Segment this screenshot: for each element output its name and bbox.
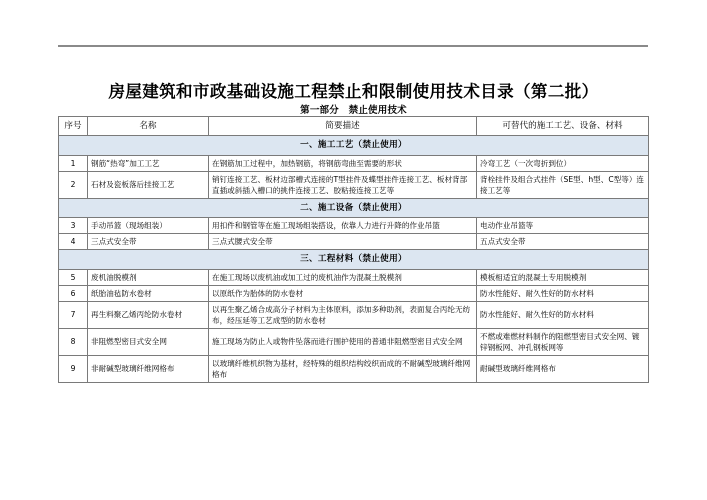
cell-desc: 在钢筋加工过程中，加热钢筋，将钢筋弯曲至需要的形状 xyxy=(209,155,477,171)
cell-desc: 在施工现场以废机油或加工过的废机油作为混凝土脱模剂 xyxy=(209,269,477,285)
cell-seq: 9 xyxy=(59,355,88,382)
table-row xyxy=(59,218,649,234)
cell-name: 手动吊篮（现场组装） xyxy=(88,218,209,234)
cell-desc: 三点式腰式安全带 xyxy=(209,234,477,250)
cell-alt: 防水性能好、耐久性好的防水材料 xyxy=(477,285,649,301)
part-heading: 第一部分 禁止使用技术 xyxy=(300,105,407,116)
page-title: 房屋建筑和市政基础设施工程禁止和限制使用技术目录（第二批） xyxy=(108,82,599,101)
section-heading: 三、工程材料（禁止使用） xyxy=(59,250,649,269)
cell-desc: 用扣件和钢管等在施工现场组装搭设，依靠人力进行升降的作业吊篮 xyxy=(209,218,477,234)
cell-name: 纸胎油毡防水卷材 xyxy=(88,285,209,301)
cell-alt: 电动作业吊篮等 xyxy=(477,218,649,234)
column-header-seq: 序号 xyxy=(59,117,88,136)
table-row xyxy=(59,155,649,171)
section-header-row xyxy=(59,198,649,217)
cell-alt: 冷弯工艺（一次弯折到位） xyxy=(477,155,649,171)
cell-desc: 施工现场为防止人或物件坠落而进行围护使用的普通非阻燃型密目式安全网 xyxy=(209,328,477,355)
table-row xyxy=(59,301,649,328)
cell-alt: 五点式安全带 xyxy=(477,234,649,250)
column-header-name: 名称 xyxy=(88,117,209,136)
catalog-table-container xyxy=(58,116,648,383)
cell-name: 非耐碱型玻璃纤维网格布 xyxy=(88,355,209,382)
table-row xyxy=(59,171,649,198)
section-header-row xyxy=(59,136,649,155)
table-row xyxy=(59,269,649,285)
catalog-table-body xyxy=(59,117,649,383)
cell-seq: 8 xyxy=(59,328,88,355)
cell-seq: 3 xyxy=(59,218,88,234)
cell-seq: 2 xyxy=(59,171,88,198)
cell-desc: 以玻璃纤维机织物为基材，经特殊的组织结构绞织而成的不耐碱型玻璃纤维网格布 xyxy=(209,355,477,382)
cell-seq: 1 xyxy=(59,155,88,171)
cell-seq: 7 xyxy=(59,301,88,328)
section-heading: 一、施工工艺（禁止使用） xyxy=(59,136,649,155)
cell-desc: 以原纸作为胎体的防水卷材 xyxy=(209,285,477,301)
table-row xyxy=(59,234,649,250)
table-row xyxy=(59,328,649,355)
cell-name: 非阻燃型密目式安全网 xyxy=(88,328,209,355)
column-header-desc: 简要描述 xyxy=(209,117,477,136)
cell-name: 钢筋“热弯”加工工艺 xyxy=(88,155,209,171)
cell-seq: 4 xyxy=(59,234,88,250)
table-row xyxy=(59,285,649,301)
cell-name: 废机油脱模剂 xyxy=(88,269,209,285)
cell-name: 石材及瓷板落后挂接工艺 xyxy=(88,171,209,198)
section-header-row xyxy=(59,250,649,269)
table-header-row xyxy=(59,117,649,136)
cell-alt: 防水性能好、耐久性好的防水材料 xyxy=(477,301,649,328)
cell-seq: 5 xyxy=(59,269,88,285)
cell-alt: 耐碱型玻璃纤维网格布 xyxy=(477,355,649,382)
cell-alt: 背栓挂件及组合式挂件（SE型、h型、C型等）连接工艺等 xyxy=(477,171,649,198)
catalog-table xyxy=(58,116,649,383)
cell-alt: 不燃或难燃材料制作的阻燃型密目式安全网、镀锌钢板网、冲孔钢板网等 xyxy=(477,328,649,355)
cell-alt: 模板相适宜的混凝土专用脱模剂 xyxy=(477,269,649,285)
table-row xyxy=(59,355,649,382)
cell-desc: 以再生聚乙烯合成高分子材料为主体原料，添加多种助剂，表面复合丙纶无纺布，经压延等工艺成型的防水卷材 xyxy=(209,301,477,328)
cell-name: 三点式安全带 xyxy=(88,234,209,250)
column-header-alt: 可替代的施工工艺、设备、材料 xyxy=(477,117,649,136)
header-rule xyxy=(58,45,648,47)
cell-seq: 6 xyxy=(59,285,88,301)
cell-desc: 销钉连接工艺、板材边部槽式连接的T型挂件及蝶型挂件连接工艺、板材背部直插或斜插入槽口的挑件连接工艺、胶粘接连接工艺等 xyxy=(209,171,477,198)
section-heading: 二、施工设备（禁止使用） xyxy=(59,198,649,217)
cell-name: 再生料聚乙烯丙纶防水卷材 xyxy=(88,301,209,328)
